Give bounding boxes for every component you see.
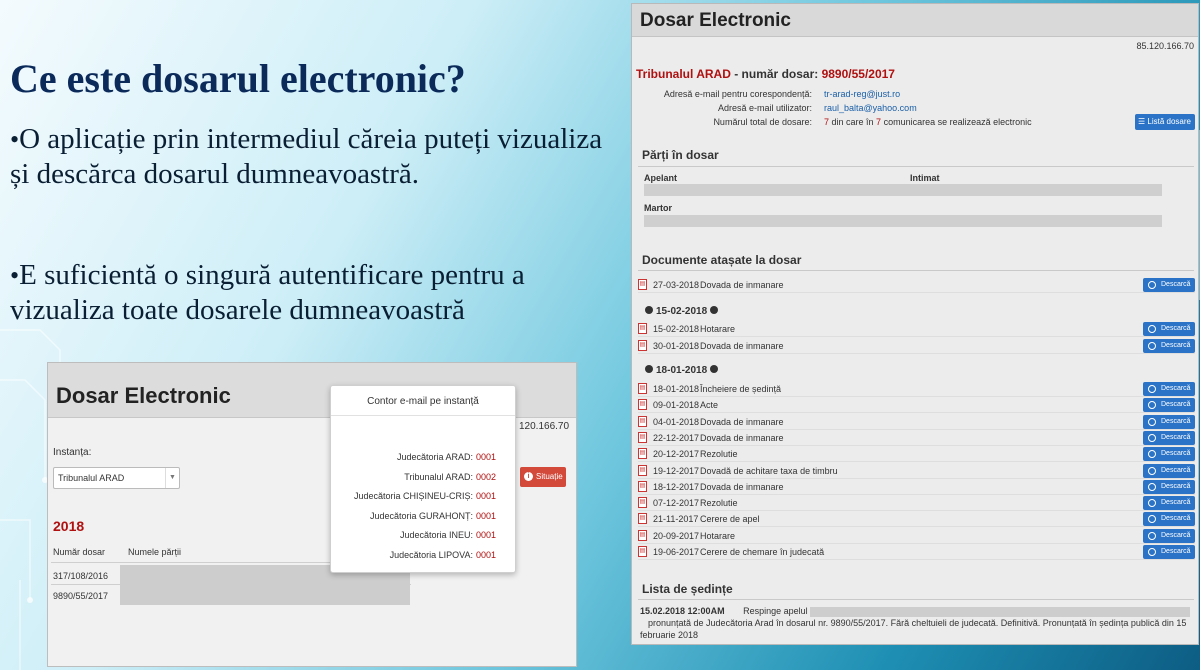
date-group-header [642,306,721,317]
download-button[interactable] [1143,339,1195,353]
situatie-button-label: Situație [536,472,563,481]
document-name[interactable]: Dovada de inmanare [700,481,784,492]
session-text-cont: pronunțată de Judecătoria Arad în dosarul nr. 9890/55/2017. Fără cheltuieli de judecată. Definitivă. Pronunțată în ședința publică din 15 februarie 2018 [640,618,1187,640]
pdf-file-icon: ▤ [638,497,647,508]
case-list-button[interactable] [1135,114,1195,130]
document-row [638,479,1195,495]
popup-title: Contor e-mail pe instanță [331,386,515,416]
court-name: Judecătoria ARAD: [396,452,473,462]
year-heading: 2018 [53,518,85,534]
download-button-label: Descarcă [1161,281,1191,288]
document-date: 04-01-2018 [653,416,700,427]
court-name: Tribunalul ARAD [636,67,731,81]
email-user-label: Adresă e-mail utilizator: [717,103,812,113]
document-row [638,544,1195,560]
email-user-link[interactable]: raul_balta@yahoo.com [824,103,917,113]
document-date: 07-12-2017 [653,498,700,509]
email-count: 0001 [476,510,497,521]
divider [638,166,1194,167]
total-cases-label: Numărul total de dosare: [713,117,812,127]
download-button-label: Descarcă [1161,466,1191,474]
list-icon: ☰ [1138,117,1148,126]
situatie-button[interactable] [520,467,566,487]
email-count: 0001 [476,491,497,501]
bullet-1-text: O aplicație prin intermediul căreia puteți vizualiza și descărca dosarul dumneavoastră. [10,123,603,190]
total-cases-mid: din care în [829,117,877,127]
document-row [638,397,1195,413]
pdf-file-icon: ▤ [638,465,647,476]
pdf-file-icon: ▤ [638,530,647,541]
document-name[interactable]: Cerere de chemare în judecată [700,547,825,557]
document-name[interactable]: Acte [700,400,719,411]
total-cases-tail: comunicarea se realizează electronic [881,117,1032,127]
document-row [638,446,1195,462]
document-row [638,338,1195,354]
email-correspondence-link[interactable]: tr-arad-reg@just.ro [824,89,901,99]
court-name: Tribunalul ARAD: [404,471,473,482]
document-date: 09-01-2018 [653,400,700,411]
download-button[interactable] [1143,415,1195,429]
download-icon [1148,342,1156,350]
download-icon [1148,418,1156,426]
document-name[interactable]: Dovadă de achitare taxa de timbru [700,465,838,476]
appellant-label: Apelant [644,173,678,183]
download-button[interactable] [1143,398,1195,412]
document-row [638,321,1195,337]
download-icon [1148,515,1156,523]
date-group-label: 15-02-2018 [656,306,708,317]
panel-title: Dosar Electronic [48,363,576,418]
document-row [638,528,1195,544]
document-row [638,414,1195,430]
download-button-label: Descarcă [1161,515,1191,523]
pdf-file-icon: ▤ [638,323,647,334]
email-count: 0001 [476,549,497,560]
case-link[interactable]: 317/108/2016 [53,571,109,581]
download-button-label: Descarcă [1161,499,1191,507]
document-row [638,463,1195,479]
download-button-label: Descarcă [1161,433,1191,441]
document-name[interactable]: Încheiere de ședință [700,384,782,394]
document-row [638,495,1195,511]
document-date: 19-06-2017 [653,547,700,557]
bullet-icon [710,306,718,314]
case-list-button-label: Listă dosare [1147,117,1191,126]
info-icon: i [524,472,533,481]
download-icon [1148,385,1156,393]
redacted-witness-name [644,215,1162,227]
download-button[interactable] [1143,431,1195,445]
document-date: 15-02-2018 [653,324,700,334]
case-list-screenshot [47,362,577,667]
document-date: 18-01-2018 [653,384,700,394]
document-name[interactable]: Dovada de inmanare [700,432,784,443]
bullet-dot: • [10,261,20,290]
email-count: 0002 [476,471,497,482]
sessions-section-title: Lista de ședințe [642,582,733,596]
bullet-icon [645,306,653,314]
court-name: Judecătoria CHIȘINEU-CRIȘ: [353,491,473,501]
date-group-label: 18-01-2018 [656,365,708,376]
download-button[interactable] [1143,512,1195,526]
download-icon [1148,532,1156,540]
download-icon [1148,434,1156,442]
documents-section-title: Documente atașate la dosar [642,253,802,267]
case-link[interactable]: 9890/55/2017 [53,591,109,601]
witness-label: Martor [644,203,673,213]
pdf-file-icon: ▤ [638,279,647,290]
download-button[interactable] [1143,322,1195,336]
document-row [638,430,1195,446]
total-cases-value [824,117,1032,127]
pdf-file-icon: ▤ [638,399,647,410]
download-button[interactable] [1143,480,1195,494]
bullet-icon [645,365,653,373]
download-button[interactable] [1143,278,1195,292]
slide-title: Ce este dosarul electronic? [10,56,466,101]
document-date: 20-12-2017 [653,449,700,460]
parties-section-title: Părți în dosar [642,148,719,162]
download-icon [1148,499,1156,507]
pdf-file-icon: ▤ [638,448,647,459]
instance-label: Instanța: [53,447,92,458]
total-cases-count: 7 [824,117,830,127]
pdf-file-icon: ▤ [638,481,647,492]
divider [638,599,1194,600]
bullet-dot: • [10,125,20,154]
download-icon [1148,450,1156,458]
case-number-label: - număr dosar: [730,67,822,81]
download-icon [1148,467,1156,475]
document-row [638,511,1195,527]
document-date: 20-09-2017 [653,530,700,541]
bullet-1 [10,122,620,191]
download-icon [1148,325,1156,333]
email-counter-popup [330,385,516,573]
ip-address: 120.166.70 [519,421,570,432]
download-button[interactable] [1143,529,1195,543]
email-count: 0001 [476,452,497,462]
case-detail-screenshot [631,3,1199,645]
panel-title: Dosar Electronic [632,4,1198,37]
download-button[interactable] [1143,545,1195,559]
instance-select[interactable] [53,467,180,489]
pdf-file-icon: ▤ [638,416,647,427]
pdf-file-icon: ▤ [638,513,647,524]
document-name[interactable]: Rezolutie [700,449,738,460]
pdf-file-icon: ▤ [638,383,647,394]
download-button[interactable] [1143,447,1195,461]
download-button-label: Descarcă [1161,341,1191,349]
chevron-down-icon: ▼ [165,468,179,488]
document-date: 30-01-2018 [653,340,700,351]
download-button-label: Descarcă [1161,548,1191,555]
document-date: 21-11-2017 [653,514,699,525]
download-button-label: Descarcă [1161,385,1191,392]
court-name: Judecătoria GURAHONȚ: [369,510,473,521]
download-button-label: Descarcă [1161,482,1191,490]
court-name: Judecătoria INEU: [399,530,473,540]
redacted-text [810,607,1190,617]
col-header-case: Număr dosar [53,547,106,557]
document-date: 22-12-2017 [653,432,700,443]
document-date: 18-12-2017 [653,481,700,492]
session-datetime: 15.02.2018 12:00AM [640,606,725,616]
document-date: 19-12-2017 [653,465,700,476]
divider [638,270,1194,271]
col-header-parties: Numele părții [128,547,182,557]
bullet-2-text: E suficientă o singură autentificare pentru a vizualiza toate dosarele dumneavoastră [10,259,525,326]
download-icon [1148,483,1156,491]
email-correspondence-label: Adresă e-mail pentru corespondență: [663,89,812,99]
ip-address: 85.120.166.70 [1136,41,1194,51]
download-icon [1148,548,1156,556]
download-button-label: Descarcă [1161,417,1191,425]
case-heading [636,67,895,81]
download-button[interactable] [1143,464,1195,478]
electronic-cases-count: 7 [876,117,882,127]
download-icon [1148,281,1156,289]
document-name[interactable]: Hotarare [700,530,736,541]
redacted-party-names [644,184,1162,196]
document-row [638,381,1195,397]
document-name[interactable]: Dovada de inmanare [700,280,784,290]
instance-selected: Tribunalul ARAD [58,473,125,483]
bullet-2 [10,258,620,327]
court-name: Judecătoria LIPOVA: [389,549,473,560]
pdf-file-icon: ▤ [638,340,647,351]
document-date: 27-03-2018 [653,280,700,290]
document-name[interactable]: Cerere de apel [700,514,760,525]
download-button-label: Descarcă [1161,531,1191,539]
download-icon [1148,401,1156,409]
download-button-label: Descarcă [1161,325,1191,332]
bullet-icon [710,365,718,373]
download-button-label: Descarcă [1161,401,1191,409]
email-count: 0001 [476,530,497,540]
download-button[interactable] [1143,496,1195,510]
pdf-file-icon: ▤ [638,432,647,443]
document-name[interactable]: Dovada de inmanare [700,416,784,427]
document-name[interactable]: Dovada de inmanare [700,340,784,351]
download-button[interactable] [1143,382,1195,396]
respondent-label: Intimat [910,173,940,183]
document-name[interactable]: Rezolutie [700,498,738,509]
download-button-label: Descarcă [1161,450,1191,458]
session-text: Respinge apelul [743,606,808,616]
pdf-file-icon: ▤ [638,546,647,557]
date-group-header [642,365,721,376]
case-number: 9890/55/2017 [821,67,895,81]
document-name[interactable]: Hotarare [700,324,736,334]
session-entry [640,605,1192,641]
document-row [638,277,1195,293]
